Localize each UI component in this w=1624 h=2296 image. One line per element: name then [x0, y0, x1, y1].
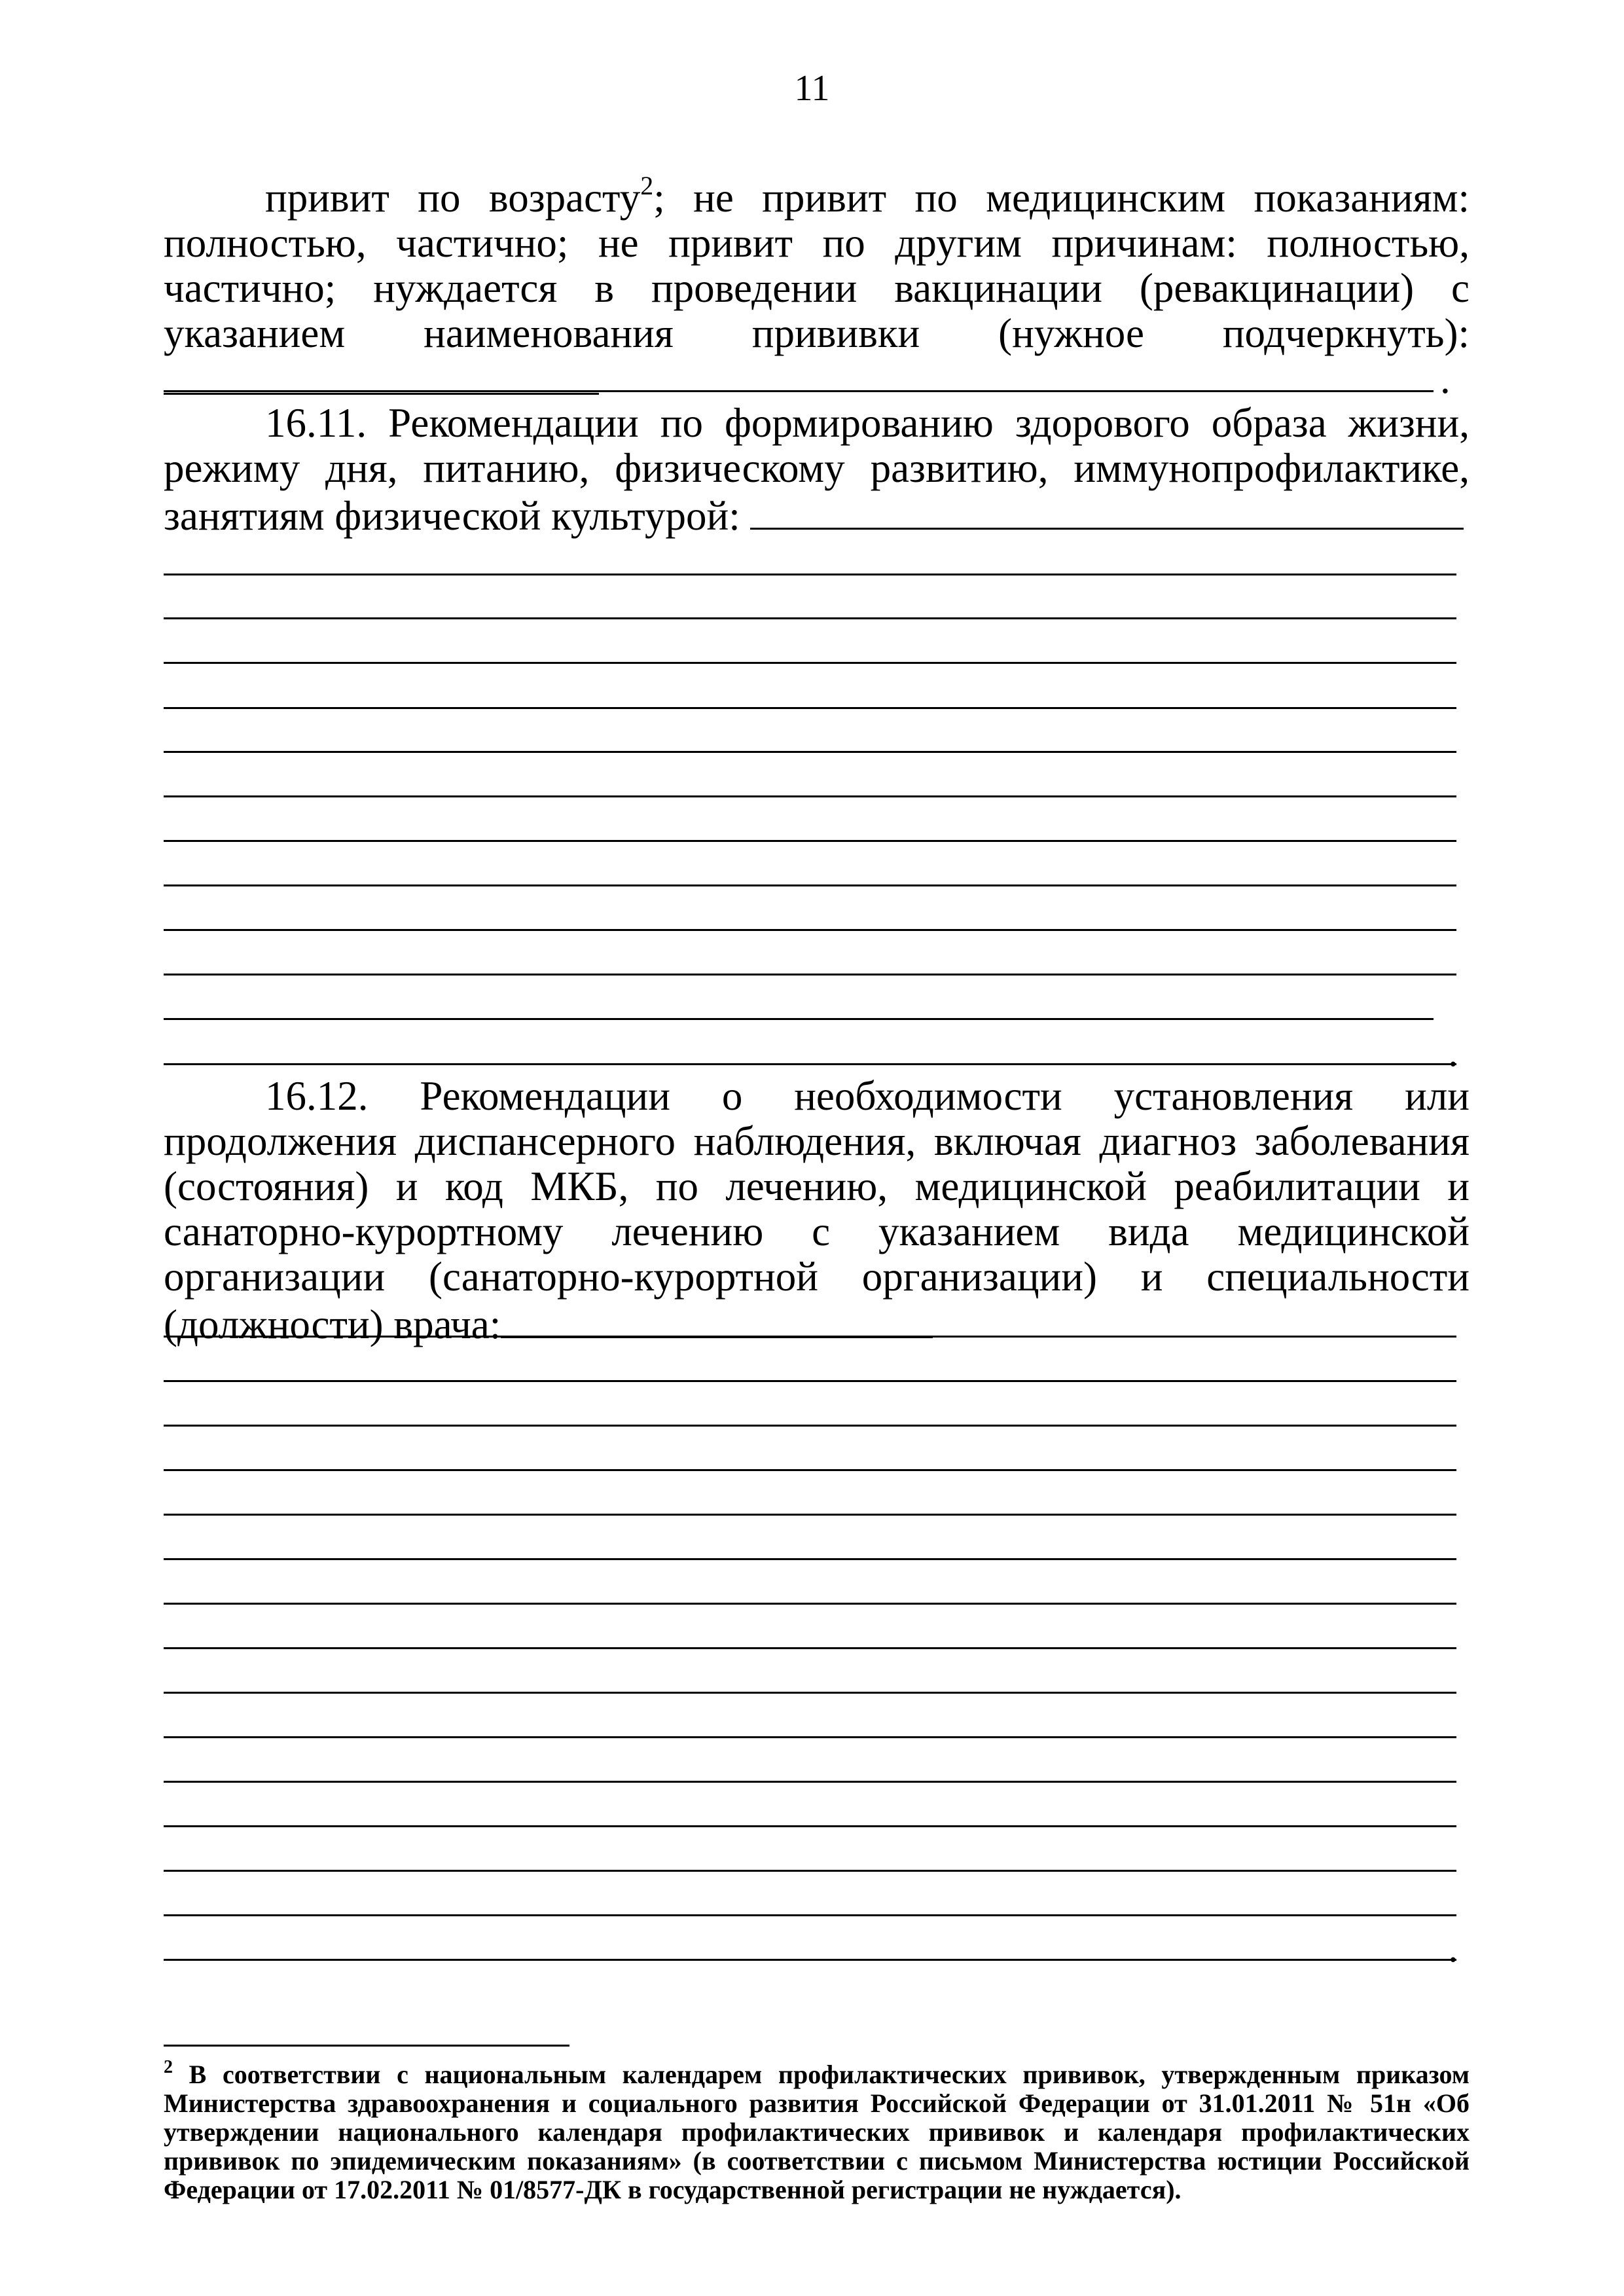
recommendation-line[interactable] — [164, 617, 1456, 619]
vaccination-status-paragraph — [164, 171, 1470, 404]
recommendation-line[interactable] — [164, 1425, 1456, 1427]
vaccination-text-before: привит по возрасту — [265, 175, 641, 221]
section-16-11-text: 16.11. Рекомендации по формированию здорового образа жизни, режиму дня, питанию, физическому развитию, иммунопрофилактике, занятиям физической культурой: — [164, 400, 1470, 539]
recommendation-line[interactable] — [164, 574, 1456, 575]
recommendation-line[interactable] — [164, 1063, 1456, 1065]
footnote-number: 2 — [164, 2057, 173, 2077]
recommendation-line[interactable] — [164, 662, 1456, 664]
recommendation-line[interactable] — [164, 1603, 1456, 1605]
recommendation-line[interactable] — [164, 1692, 1456, 1694]
recommendation-line[interactable] — [164, 1380, 1456, 1382]
recommendation-line[interactable] — [164, 974, 1456, 975]
recommendation-line[interactable] — [164, 1336, 1456, 1338]
recommendation-line[interactable] — [164, 751, 1456, 753]
footnote-text: В соответствии с национальным календарем профилактических прививок, утвержденным приказом Министерства здравоохранения и социального развития Российской Федерации от 31.01.2011 № 51н «Об утверждении национального календаря профилактических прививок и календаря профилактических прививок по эпидемическим показаниям» (в соответствии с письмом Министерства юстиции Российской Федерации от 17.02.2011 № 01/8577-ДК в государственной регистрации не нуждается). — [164, 2060, 1470, 2204]
recommendation-line[interactable] — [164, 1781, 1456, 1783]
vaccine-name-line[interactable] — [164, 390, 1434, 392]
recommendation-line[interactable] — [164, 1514, 1456, 1516]
recommendation-line[interactable] — [164, 1825, 1456, 1827]
recommendation-line[interactable] — [164, 1469, 1456, 1471]
recommendation-line[interactable] — [164, 1914, 1456, 1916]
section-16-11 — [164, 401, 1470, 539]
recommendation-line[interactable] — [164, 929, 1456, 931]
recommendation-line[interactable] — [164, 1870, 1456, 1872]
recommendation-line[interactable] — [164, 707, 1456, 709]
page-number: 11 — [794, 68, 830, 109]
recommendation-line[interactable] — [164, 1558, 1456, 1560]
recommendation-line[interactable] — [164, 1018, 1434, 1020]
dispensary-recommendation-field[interactable] — [501, 1300, 933, 1338]
end-dot: . — [1448, 1029, 1458, 1075]
recommendation-line[interactable] — [164, 795, 1456, 797]
end-dot: . — [1440, 356, 1451, 402]
vaccine-name-field[interactable] — [164, 356, 599, 395]
footnote — [164, 2057, 1470, 2204]
section-16-12-text: 16.12. Рекомендации о необходимости установления или продолжения диспансерного наблюдения, включая диагноз заболевания (состояния) и код МКБ, по лечению, медицинской реабилитации и санаторно-курортному лечению с указанием вида медицинской организации (санаторно-курортной организации) и специальности (должности) врача: — [164, 1073, 1470, 1347]
recommendation-line[interactable] — [164, 1959, 1456, 1961]
vaccination-text-after: ; не привит по медицинским показаниям: полностью, частично; не привит по другим причинам: полностью, частично; нуждается в проведении вакцинации (ревакцинации) с указанием наименования прививки (нужное подчеркнуть): — [164, 175, 1470, 356]
lifestyle-recommendation-field[interactable] — [750, 491, 1464, 530]
recommendation-line[interactable] — [164, 840, 1456, 842]
end-dot: . — [1448, 1925, 1458, 1971]
footnote-separator — [164, 2045, 569, 2047]
recommendation-line[interactable] — [164, 884, 1456, 886]
section-16-12 — [164, 1074, 1470, 1347]
footnote-ref: 2 — [640, 171, 654, 200]
recommendation-line[interactable] — [164, 1736, 1456, 1738]
recommendation-line[interactable] — [164, 1647, 1456, 1649]
